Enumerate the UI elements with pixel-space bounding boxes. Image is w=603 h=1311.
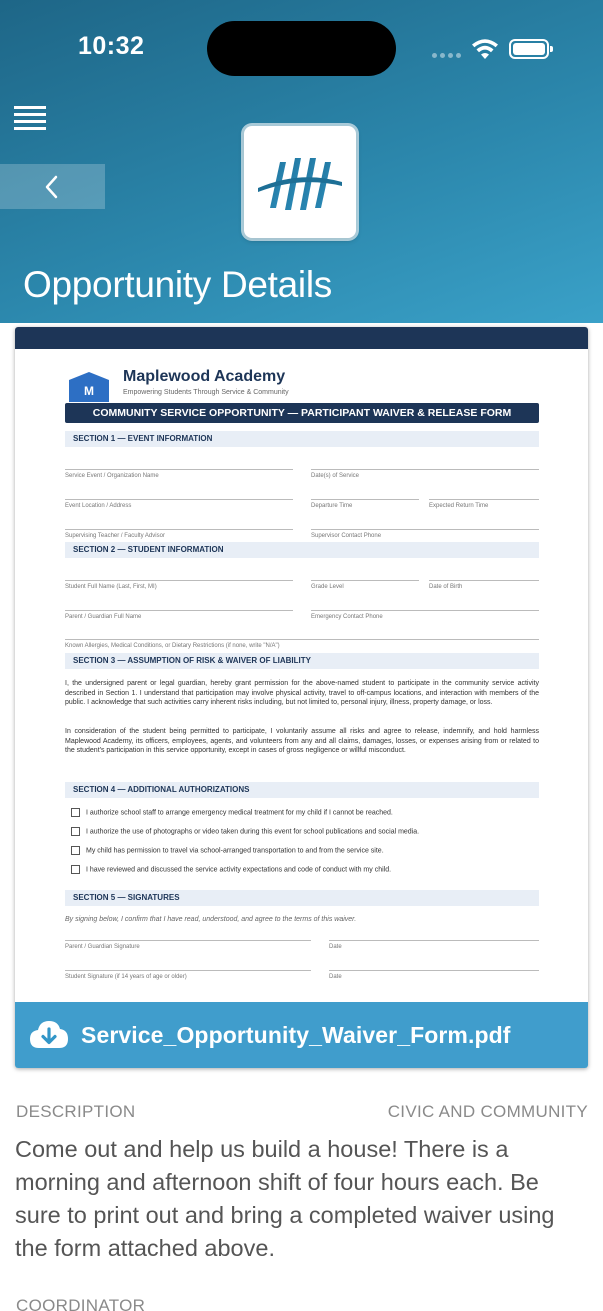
wifi-icon	[470, 37, 500, 61]
coordinator-label: COORDINATOR	[16, 1296, 146, 1311]
crest-letter: M	[84, 384, 94, 398]
category-label: CIVIC AND COMMUNITY	[387, 1102, 588, 1121]
form-checkbox: I authorize school staff to arrange emergency medical treatment for my child if I cannot be reached.	[71, 808, 393, 817]
form-section-header: SECTION 5 — SIGNATURES	[65, 890, 539, 906]
form-field-label: Emergency Contact Phone	[311, 610, 539, 620]
form-field-label: Expected Return Time	[429, 499, 539, 509]
form-field-label: Supervising Teacher / Faculty Advisor	[65, 529, 293, 539]
form-banner: COMMUNITY SERVICE OPPORTUNITY — PARTICIPANT WAIVER & RELEASE FORM	[65, 403, 539, 423]
attachment-preview[interactable]	[15, 327, 588, 1068]
form-field-label: Date	[329, 970, 539, 980]
form-section-header: SECTION 2 — STUDENT INFORMATION	[65, 542, 539, 558]
checkbox-icon	[71, 865, 80, 874]
checkbox-icon	[71, 846, 80, 855]
form-checkbox: My child has permission to travel via school-arranged transportation to and from the service site.	[71, 846, 384, 855]
form-field-label: Known Allergies, Medical Conditions, or Dietary Restrictions (if none, write "N/A")	[65, 639, 539, 649]
form-field-label: Parent / Guardian Full Name	[65, 610, 293, 620]
dynamic-island	[207, 21, 396, 76]
checkbox-icon	[71, 808, 80, 817]
form-field-label: Date(s) of Service	[311, 469, 539, 479]
form-field-label: Parent / Guardian Signature	[65, 940, 311, 950]
form-checkbox: I have reviewed and discussed the service activity expectations and code of conduct with my child.	[71, 865, 391, 874]
waiver-paragraph: In consideration of the student being permitted to participate, I voluntarily assume all risks and agree to release, indemnify, and hold harmless Maplewood Academy, its officers, employees, agents, and volunteers from any and all claims, damages, losses, or expenses arising from or related to the student's participation in this service opportunity, except in cases of gross negligence or willful misconduct.	[65, 728, 539, 755]
form-section-header: SECTION 1 — EVENT INFORMATION	[65, 431, 539, 447]
chevron-left-icon	[44, 175, 60, 199]
cellular-signal-icon	[432, 50, 462, 60]
form-field-label: Student Full Name (Last, First, MI)	[65, 580, 293, 590]
checkbox-icon	[71, 827, 80, 836]
battery-icon	[509, 39, 549, 59]
status-time: 10:32	[78, 32, 145, 60]
description-text: Come out and help us build a house! There is a morning and afternoon shift of four hours each. Be sure to print out and bring a completed waiver using the form attached above.	[15, 1136, 555, 1261]
description-label: DESCRIPTION	[16, 1102, 136, 1121]
hamburger-menu-icon[interactable]	[14, 106, 46, 132]
waiver-paragraph: I, the undersigned parent or legal guardian, hereby grant permission for the above-named student to participate in the community service activity described in Section 1. I understand that participation may involve physical activity, travel to off-campus locations, and interaction with members of the public. I acknowledge that such activities carry inherent risks including, but not limited to, personal injury, illness, property damage, or loss.	[65, 680, 539, 707]
form-field-label: Student Signature (if 14 years of age or older)	[65, 970, 311, 980]
form-field-label: Event Location / Address	[65, 499, 293, 509]
form-field-label: Date	[329, 940, 539, 950]
app-logo	[244, 126, 356, 238]
school-crest-icon	[67, 372, 111, 402]
form-checkbox: I authorize the use of photographs or video taken during this event for school publications and social media.	[71, 827, 419, 836]
form-section-header: SECTION 3 — ASSUMPTION OF RISK & WAIVER OF LIABILITY	[65, 653, 539, 669]
download-attachment-button[interactable]	[15, 1002, 588, 1068]
form-section-header: SECTION 4 — ADDITIONAL AUTHORIZATIONS	[65, 782, 539, 798]
form-field-label: Departure Time	[311, 499, 419, 509]
form-field-label: Supervisor Contact Phone	[311, 529, 539, 539]
form-field-label: Grade Level	[311, 580, 419, 590]
page-title: Opportunity Details	[23, 264, 332, 305]
preview-top-bar	[15, 327, 588, 349]
attachment-file-name: Service_Opportunity_Waiver_Form.pdf	[81, 1022, 511, 1048]
signature-intro: By signing below, I confirm that I have read, understood, and agree to the terms of this waiver.	[65, 916, 357, 923]
form-field-label: Service Event / Organization Name	[65, 469, 293, 479]
form-field-label: Date of Birth	[429, 580, 539, 590]
school-tagline: Empowering Students Through Service & Community	[123, 389, 289, 396]
cloud-download-icon	[29, 1018, 69, 1052]
app-header	[0, 0, 603, 323]
school-name: Maplewood Academy	[123, 368, 286, 385]
back-button[interactable]	[0, 164, 105, 209]
app-logo-icon	[250, 132, 350, 232]
